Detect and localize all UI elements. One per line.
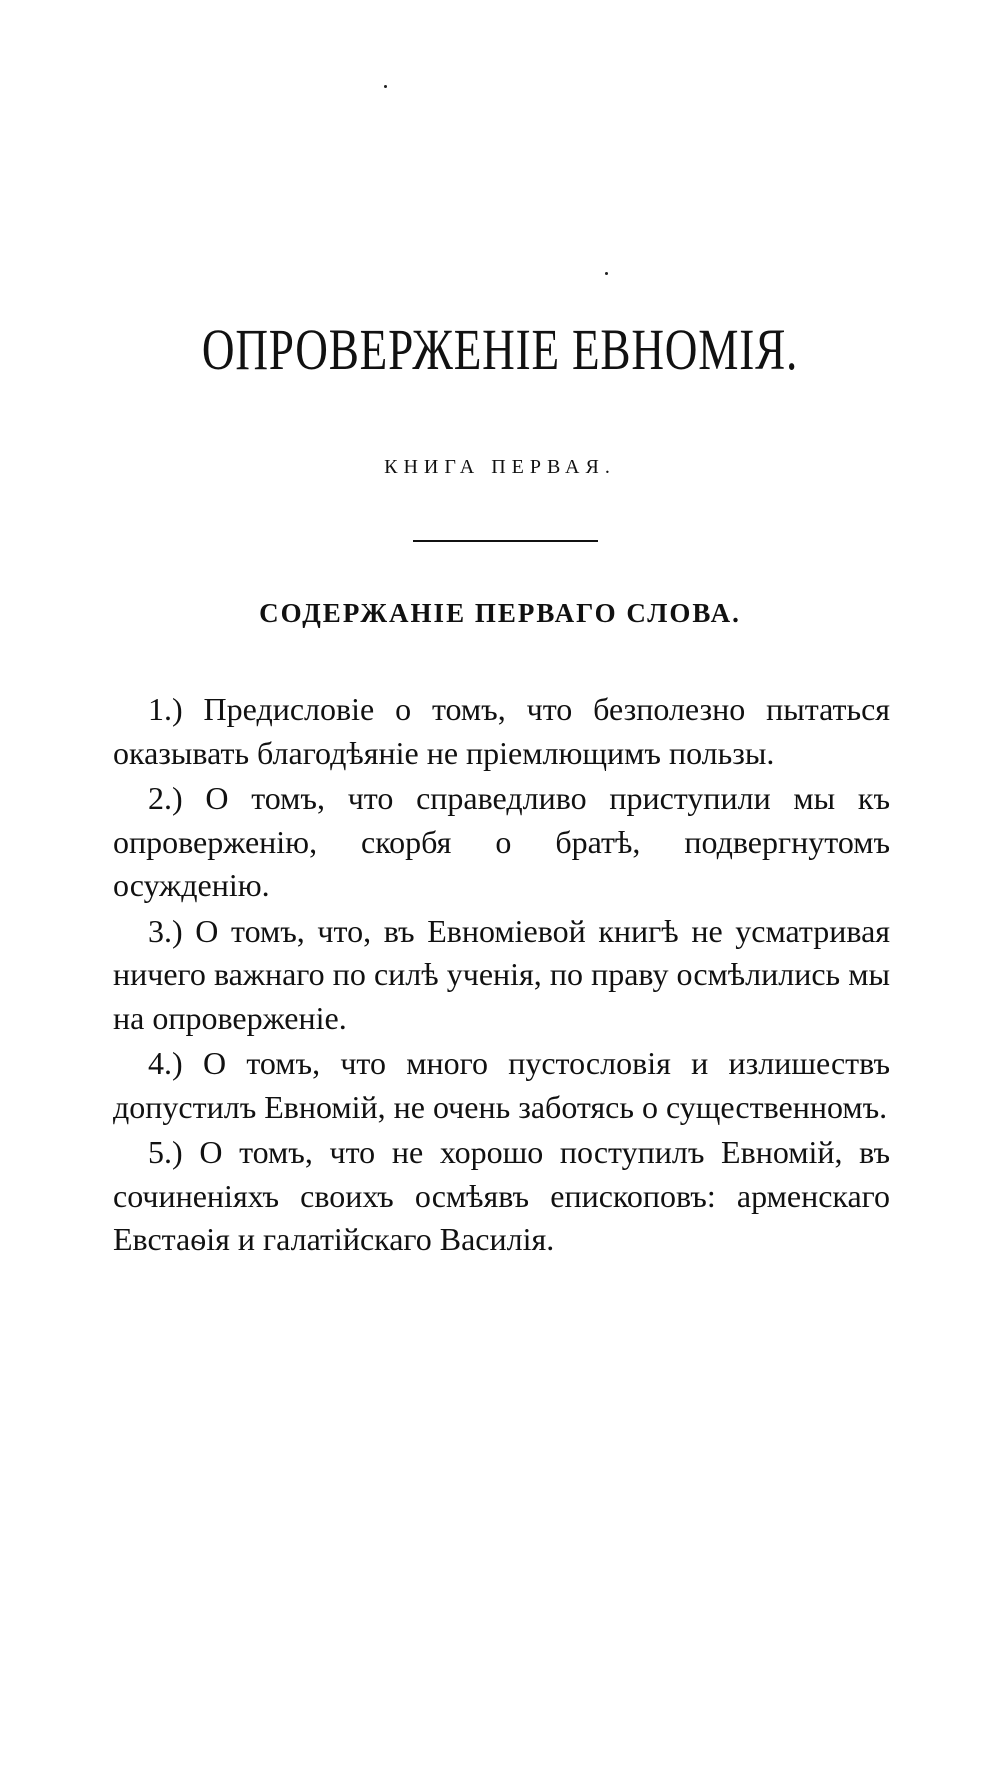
item-text: О томъ, что много пустословія и излишествъ допустилъ Евномій, не очень заботясь о существенномъ. bbox=[113, 1045, 891, 1125]
contents-item-4 bbox=[113, 1042, 890, 1129]
contents-item-1 bbox=[113, 688, 890, 775]
ink-speck bbox=[605, 272, 608, 275]
divider-rule bbox=[413, 540, 598, 542]
page-title: ОПРОВЕРЖЕНІЕ ЕВНОМІЯ. bbox=[201, 317, 799, 382]
contents-item-2 bbox=[113, 777, 890, 908]
contents-list bbox=[113, 688, 890, 1264]
item-text: О томъ, что справедливо приступили мы къ опроверженію, скорбя о братѣ, подвергнутомъ осужденію. bbox=[113, 780, 891, 903]
book-subtitle: КНИГА ПЕРВАЯ. bbox=[384, 456, 616, 478]
contents-item-3 bbox=[113, 910, 890, 1041]
item-number: 2.) bbox=[148, 780, 183, 816]
item-text: О томъ, что, въ Евноміевой книгѣ не усматривая ничего важнаго по силѣ ученія, по праву осмѣлились мы на опроверженіе. bbox=[113, 912, 891, 1036]
item-number: 1.) bbox=[148, 691, 183, 727]
item-number: 5.) bbox=[148, 1134, 183, 1170]
item-text: Предисловіе о томъ, что безполезно пытаться оказывать благодѣяніе не пріемлющимъ пользы. bbox=[113, 691, 891, 771]
ink-speck bbox=[384, 85, 387, 88]
item-number: 3.) bbox=[148, 912, 183, 949]
item-number: 4.) bbox=[148, 1045, 183, 1081]
item-text: О томъ, что не хорошо поступилъ Евномій, въ сочиненіяхъ своихъ осмѣявъ епископовъ: арменскаго Евстаѳія и галатійскаго Василія. bbox=[113, 1134, 891, 1257]
section-heading: СОДЕРЖАНІЕ ПЕРВАГО СЛОВА. bbox=[259, 598, 741, 628]
contents-item-5 bbox=[113, 1131, 890, 1262]
